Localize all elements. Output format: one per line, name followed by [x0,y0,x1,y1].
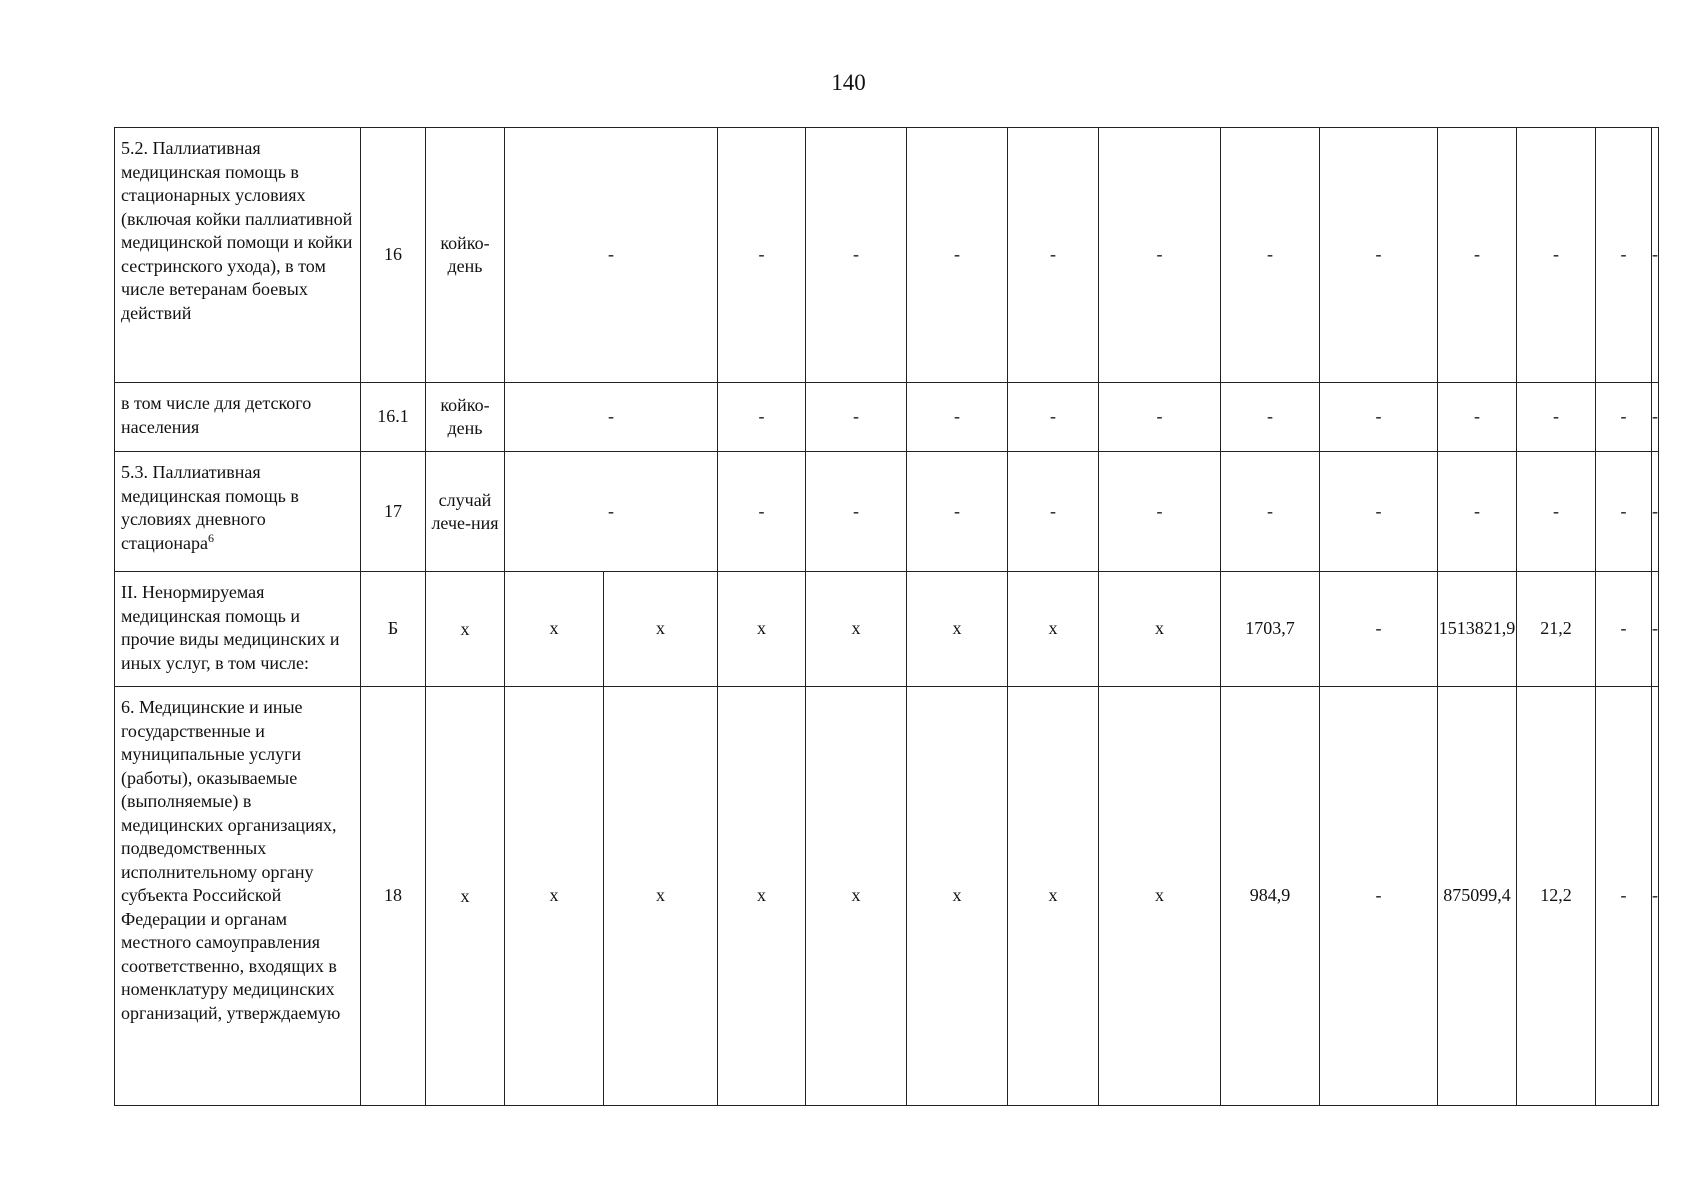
row-label-cell [115,572,361,687]
value-cell: - [1652,687,1659,1106]
value-cell: - [1652,452,1659,572]
value-cell: - [907,128,1008,383]
value-cell: х [1008,687,1099,1106]
table-row [115,452,1659,572]
value-cell: - [1320,572,1438,687]
value-cell: х [718,572,806,687]
value-cell: - [718,383,806,452]
value-cell: - [907,452,1008,572]
row-label: 6. Медицинские и иные государственные и муниципальные услуги (работы), оказываемые (выполняемые) в медицинских организациях, подведомственных исполнительному органу субъекта Российской Федерации и органам местного самоуправления соответственно, входящих в номенклатуру медицинских организаций, утверждаемую [121,697,341,1023]
value-cell: - [1320,452,1438,572]
table-row [115,383,1659,452]
value-cell: - [1517,383,1596,452]
value-cell: х [604,572,718,687]
value-cell: х [718,687,806,1106]
footnote-marker: 6 [207,530,214,545]
value-cell: - [1221,383,1320,452]
table-row [115,687,1659,1106]
value-cell: - [806,452,907,572]
row-label-cell [115,452,361,572]
value-cell: - [1596,452,1652,572]
value-cell: - [1596,383,1652,452]
value-cell: - [1652,572,1659,687]
row-code-cell: 16.1 [361,383,426,452]
value-cell: - [1008,452,1099,572]
value-cell: - [1221,452,1320,572]
value-cell: - [1596,572,1652,687]
value-cell: х [505,572,604,687]
value-cell: - [1008,383,1099,452]
value-cell: - [1221,128,1320,383]
row-code-cell: 16 [361,128,426,383]
row-code-cell: Б [361,572,426,687]
value-cell: - [1438,383,1517,452]
value-cell: - [505,452,718,572]
row-label-cell [115,383,361,452]
row-code-cell: 17 [361,452,426,572]
value-cell: - [718,128,806,383]
data-table [114,127,1659,1106]
row-unit-cell: х [426,687,505,1106]
row-label-cell [115,687,361,1106]
value-cell: - [907,383,1008,452]
row-unit-cell: койко-день [426,383,505,452]
value-cell: - [1652,383,1659,452]
value-cell: 984,9 [1221,687,1320,1106]
value-cell: - [806,128,907,383]
value-cell: 875099,4 [1438,687,1517,1106]
value-cell: 12,2 [1517,687,1596,1106]
value-cell: 1513821,9 [1438,572,1517,687]
value-cell: - [1099,452,1221,572]
value-cell: - [1008,128,1099,383]
value-cell: - [1517,128,1596,383]
value-cell: - [718,452,806,572]
value-cell: х [604,687,718,1106]
value-cell: - [1099,128,1221,383]
row-label: 5.3. Паллиативная медицинская помощь в условиях дневного стационара [121,462,299,553]
value-cell: х [806,572,907,687]
value-cell: - [505,128,718,383]
row-label: II. Ненормируемая медицинская помощь и прочие виды медицинских и иных услуг, в том числе: [121,582,340,673]
value-cell: х [806,687,907,1106]
value-cell: - [1652,128,1659,383]
page-number: 140 [831,70,866,95]
value-cell: 21,2 [1517,572,1596,687]
value-cell: х [907,572,1008,687]
value-cell: - [1320,128,1438,383]
row-label-cell [115,128,361,383]
row-unit-cell: койко-день [426,128,505,383]
value-cell: - [806,383,907,452]
row-unit-cell: случай лече-ния [426,452,505,572]
row-label: 5.2. Паллиативная медицинская помощь в стационарных условиях (включая койки паллиативной медицинской помощи и койки сестринского ухода), в том числе ветеранам боевых действий [121,138,353,323]
value-cell: х [1099,687,1221,1106]
value-cell: х [505,687,604,1106]
value-cell: - [505,383,718,452]
value-cell: - [1438,452,1517,572]
value-cell: - [1438,128,1517,383]
value-cell: х [1099,572,1221,687]
table-row [115,572,1659,687]
value-cell: - [1320,687,1438,1106]
value-cell: х [1008,572,1099,687]
value-cell: - [1099,383,1221,452]
value-cell: 1703,7 [1221,572,1320,687]
value-cell: - [1596,687,1652,1106]
value-cell: - [1596,128,1652,383]
row-code-cell: 18 [361,687,426,1106]
row-unit-cell: х [426,572,505,687]
value-cell: - [1320,383,1438,452]
table-row [115,128,1659,383]
value-cell: - [1517,452,1596,572]
row-label: в том числе для детского населения [121,393,312,437]
value-cell: х [907,687,1008,1106]
